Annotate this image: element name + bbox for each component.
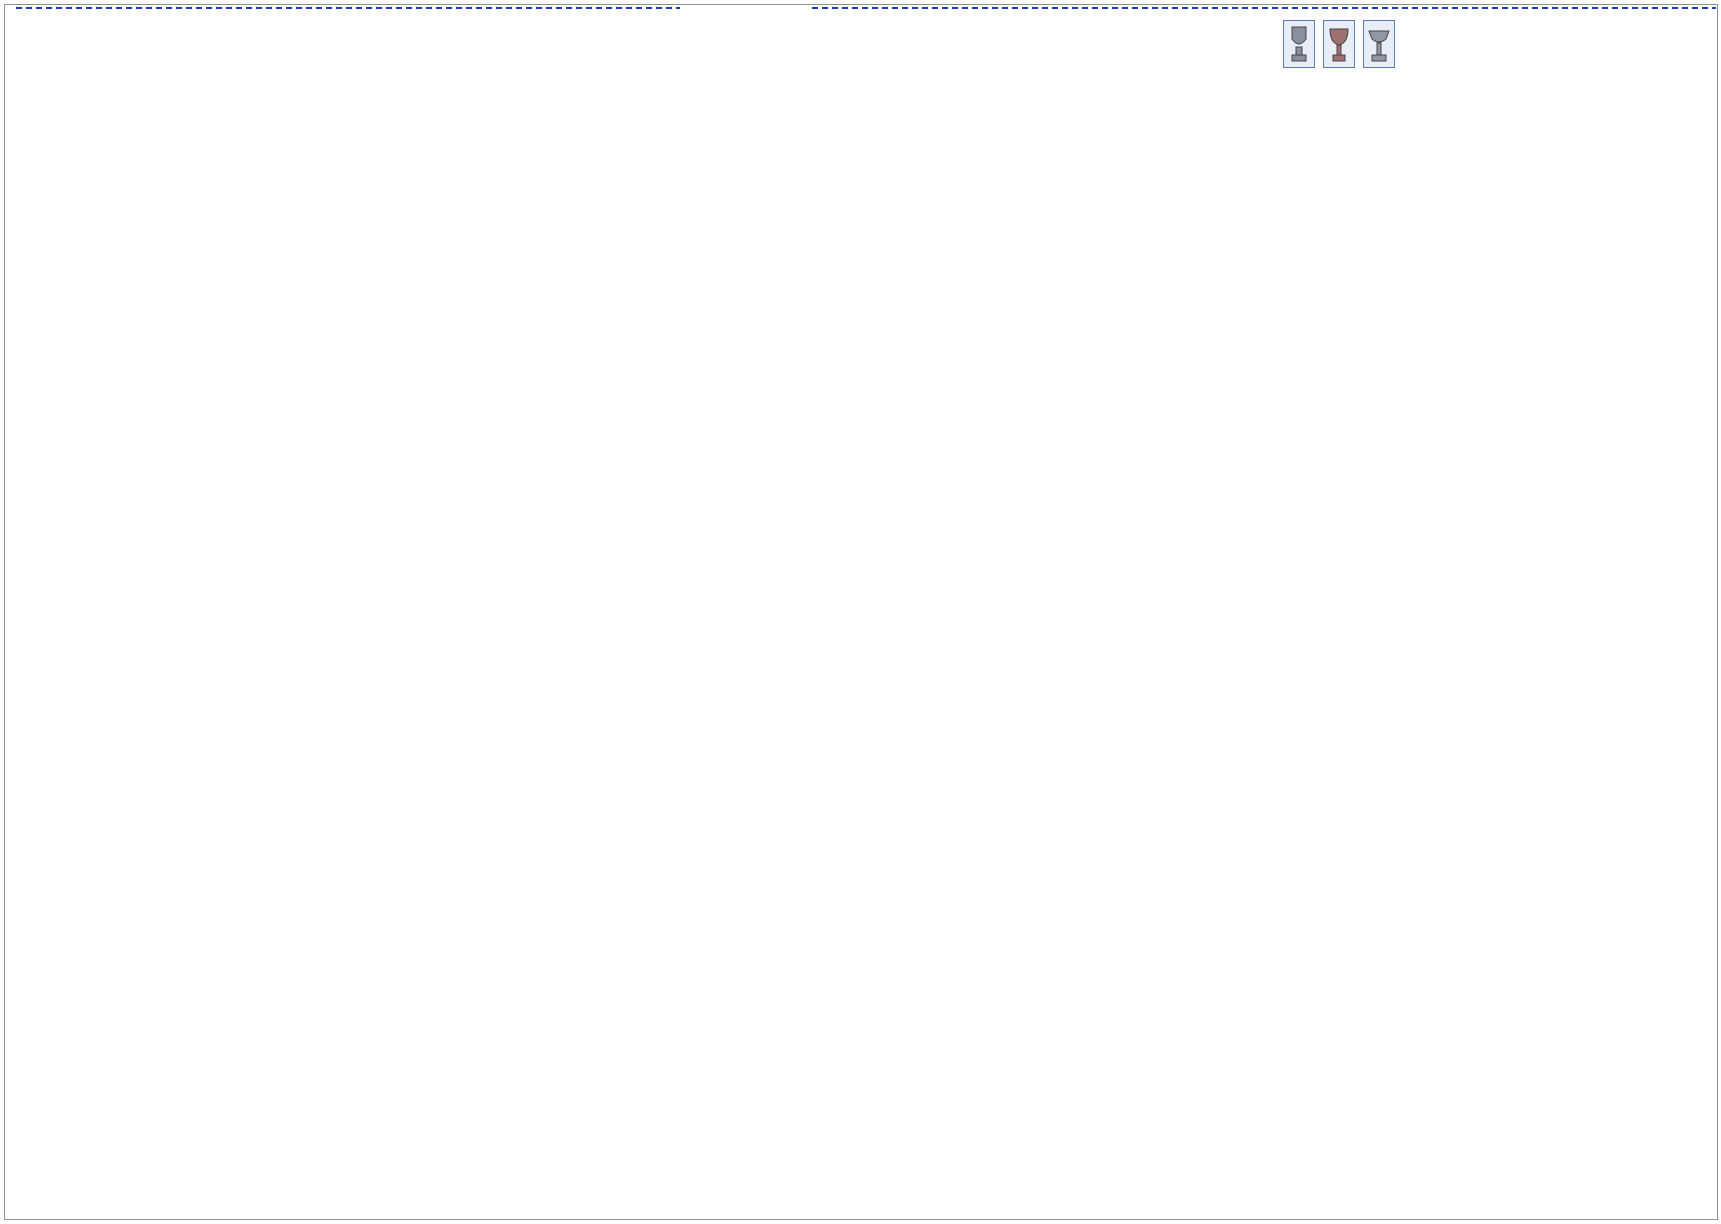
stats-sheet: [4, 4, 1718, 1220]
coupe-icon: [1363, 20, 1395, 68]
trophy-icon: [1283, 20, 1315, 68]
header-rules: [0, 0, 1721, 40]
cup-icon: [1323, 20, 1355, 68]
